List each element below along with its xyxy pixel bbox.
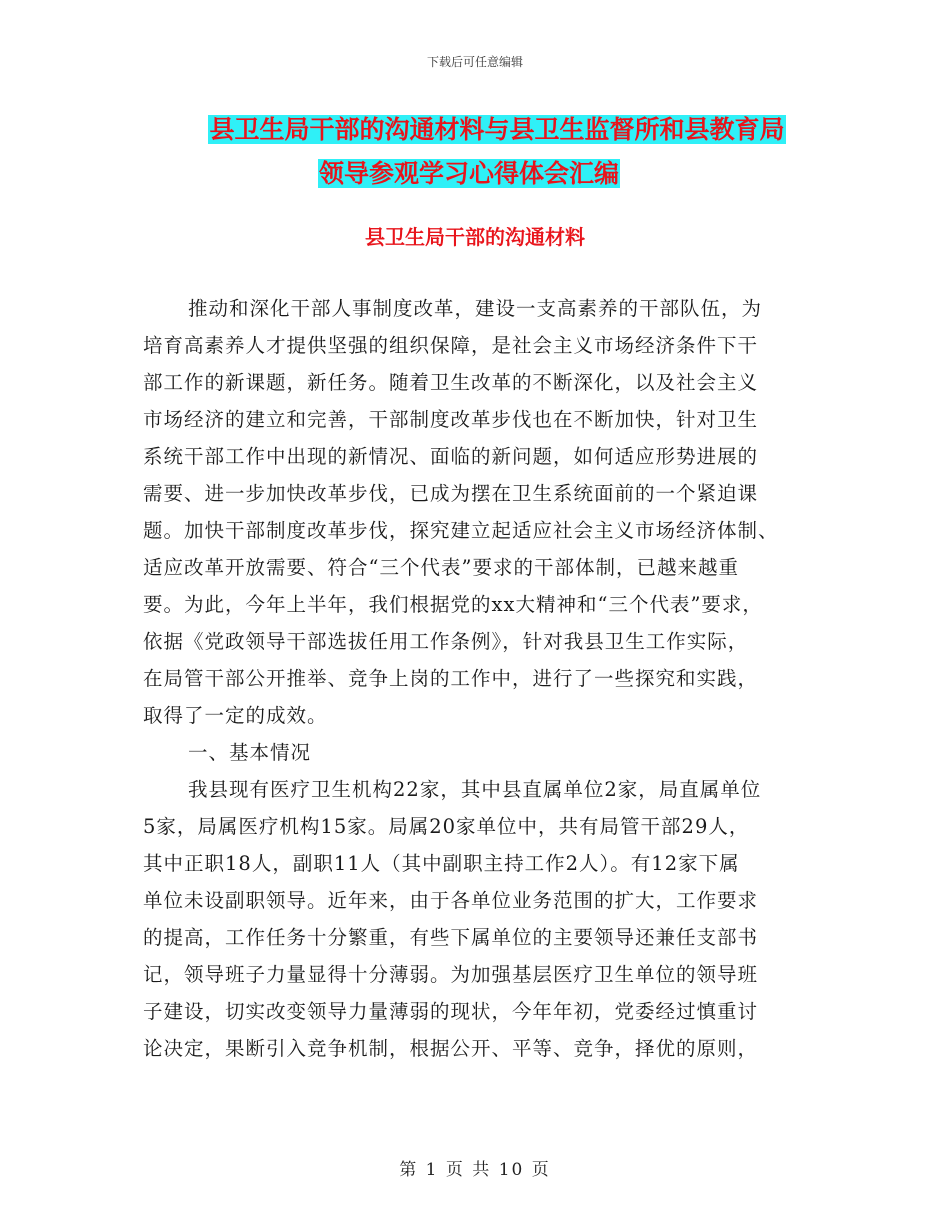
paragraph-line: 培育高素养人才提供坚强的组织保障，是社会主义市场经济条件下干 bbox=[143, 334, 759, 357]
paragraph-line: 依据《党政领导干部选拔任用工作条例》，针对我县卫生工作实际， bbox=[143, 630, 749, 653]
paragraph-line: 市场经济的建立和完善，干部制度改革步伐也在不断加快，针对卫生 bbox=[143, 408, 759, 431]
document-title-text-1: 县卫生局干部的沟通材料与县卫生监督所和县教育局 bbox=[209, 115, 785, 144]
paragraph-line: 要。为此，今年上半年，我们根据党的xx大精神和“三个代表”要求， bbox=[143, 593, 763, 616]
paragraph-line: 题。加快干部制度改革步伐，探究建立起适应社会主义市场经济体制、 bbox=[143, 519, 779, 542]
paragraph-line: 5家，局属医疗机构15家。局属20家单位中，共有局管干部29人， bbox=[143, 815, 750, 838]
page-footer: 第 1 页 共 10 页 bbox=[399, 1160, 551, 1180]
paragraph-line: 论决定，果断引入竞争机制，根据公开、平等、竞争，择优的原则， bbox=[143, 1037, 759, 1060]
paragraph-line: 记，领导班子力量显得十分薄弱。为加强基层医疗卫生单位的领导班 bbox=[143, 963, 759, 986]
section-title: 县卫生局干部的沟通材料 bbox=[365, 225, 585, 249]
paragraph-line: 取得了一定的成效。 bbox=[143, 704, 328, 727]
paragraph-line: 在局管干部公开推举、竞争上岗的工作中，进行了一些探究和实践， bbox=[143, 667, 759, 690]
section-heading: 一、基本情况 bbox=[188, 741, 312, 764]
document-title-line-2 bbox=[0, 156, 944, 192]
paragraph-line: 子建设，切实改变领导力量薄弱的现状，今年年初，党委经过慎重讨 bbox=[143, 1000, 759, 1023]
paragraph-line: 系统干部工作中出现的新情况、面临的新问题，如何适应形势进展的 bbox=[143, 445, 759, 468]
header-note: 下载后可任意编辑 bbox=[426, 55, 523, 69]
paragraph-line: 单位未设副职领导。近年来，由于各单位业务范围的扩大，工作要求 bbox=[143, 889, 759, 912]
paragraph-line: 我县现有医疗卫生机构22家，其中县直属单位2家，局直属单位 bbox=[188, 778, 762, 801]
paragraph-line: 的提高，工作任务十分繁重，有些下属单位的主要领导还兼任支部书 bbox=[143, 926, 759, 949]
paragraph-line: 其中正职18人，副职11人（其中副职主持工作2人）。有12家下属 bbox=[143, 852, 740, 875]
paragraph-line: 需要、进一步加快改革步伐，已成为摆在卫生系统面前的一个紧迫课 bbox=[143, 482, 759, 505]
document-title-text-2: 领导参观学习心得体会汇编 bbox=[318, 159, 619, 188]
paragraph-line: 适应改革开放需要、符合“三个代表”要求的干部体制，已越来越重 bbox=[143, 556, 739, 579]
document-title-line-1 bbox=[22, 112, 950, 148]
paragraph-line: 推动和深化干部人事制度改革，建设一支高素养的干部队伍，为 bbox=[188, 297, 763, 320]
paragraph-line: 部工作的新课题，新任务。随着卫生改革的不断深化，以及社会主义 bbox=[143, 371, 759, 394]
